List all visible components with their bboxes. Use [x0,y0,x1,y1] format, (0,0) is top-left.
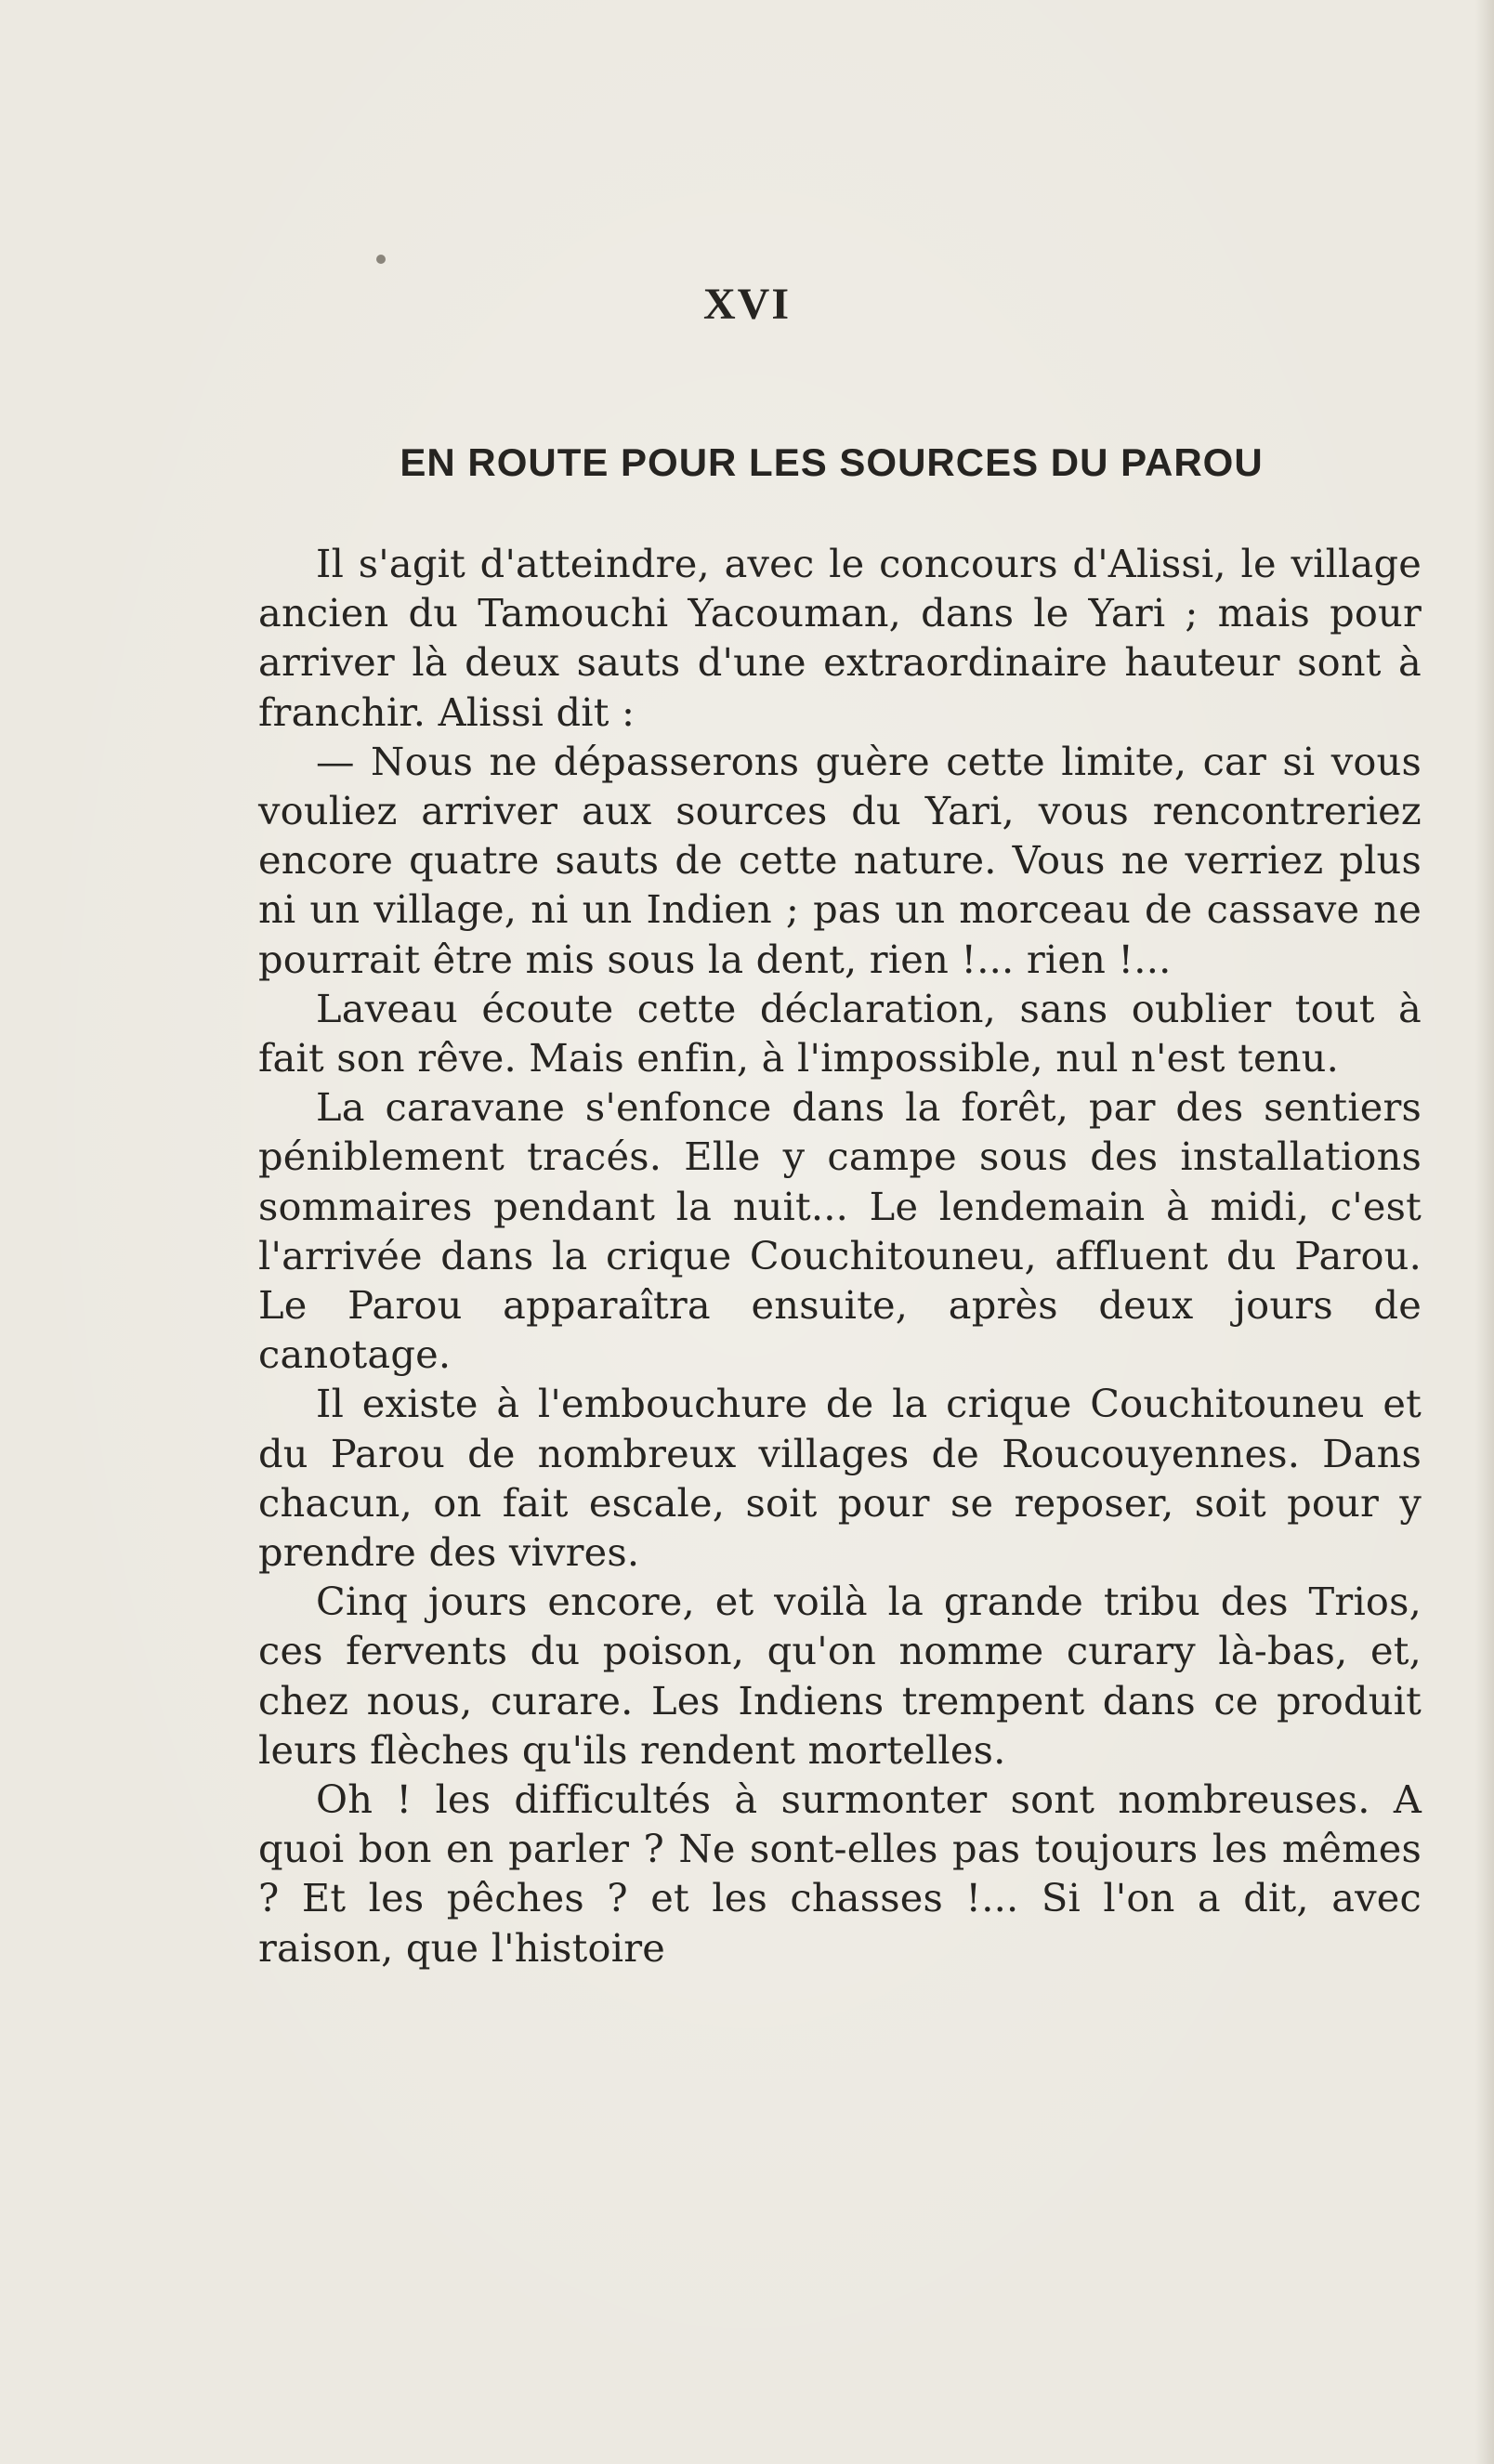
paragraph: Il s'agit d'atteindre, avec le concours d'Alissi, le village ancien du Tamouchi Yacouman, dans le Yari ; mais pour arriver là deux sauts d'une extraordinaire hauteur sont à franchir. Alissi dit : [258,541,1422,735]
paragraph: Laveau écoute cette déclaration, sans oublier tout à fait son rêve. Mais enfin, à l'impossible, nul n'est tenu. [258,985,1422,1081]
paragraph: — Nous ne dépasserons guère cette limite, car si vous vouliez arriver aux sources du Yari, vous rencontreriez encore quatre sauts de cette nature. Vous ne verriez plus ni un village, ni un Indien ; pas un morceau de cassave ne pourrait être mis sous la dent, rien !... rien !... [258,738,1422,982]
paragraph: Il existe à l'embouchure de la crique Couchitouneu et du Parou de nombreux villages de Roucouyennes. Dans chacun, on fait escale, soit pour se reposer, soit pour y prendre des vivres. [258,1381,1422,1576]
paragraph: Cinq jours encore, et voilà la grande tribu des Trios, ces fervents du poison, qu'on nomme curary là-bas, et, chez nous, curare. Les Indiens trempent dans ce produit leurs flèches qu'ils rendent mortelles. [258,1579,1422,1773]
body-text [258,539,1422,1973]
chapter-title: EN ROUTE POUR LES SOURCES DU PAROU [400,440,1264,484]
paragraph: Oh ! les difficultés à surmonter sont nombreuses. A quoi bon en parler ? Ne sont-elles pas toujours les mêmes ? Et les pêches ? et les chasses !... Si l'on a dit, avec raison, que l'histoire [258,1776,1422,1971]
ink-spot [376,255,386,264]
chapter-number: XVI [702,280,791,329]
paragraph: La caravane s'enfonce dans la forêt, par des sentiers péniblement tracés. Elle y campe sous des installations sommaires pendant la nuit... Le lendemain à midi, c'est l'arrivée dans la crique Couchitouneu, affluent du Parou. Le Parou apparaîtra ensuite, après deux jours de canotage. [258,1084,1422,1378]
